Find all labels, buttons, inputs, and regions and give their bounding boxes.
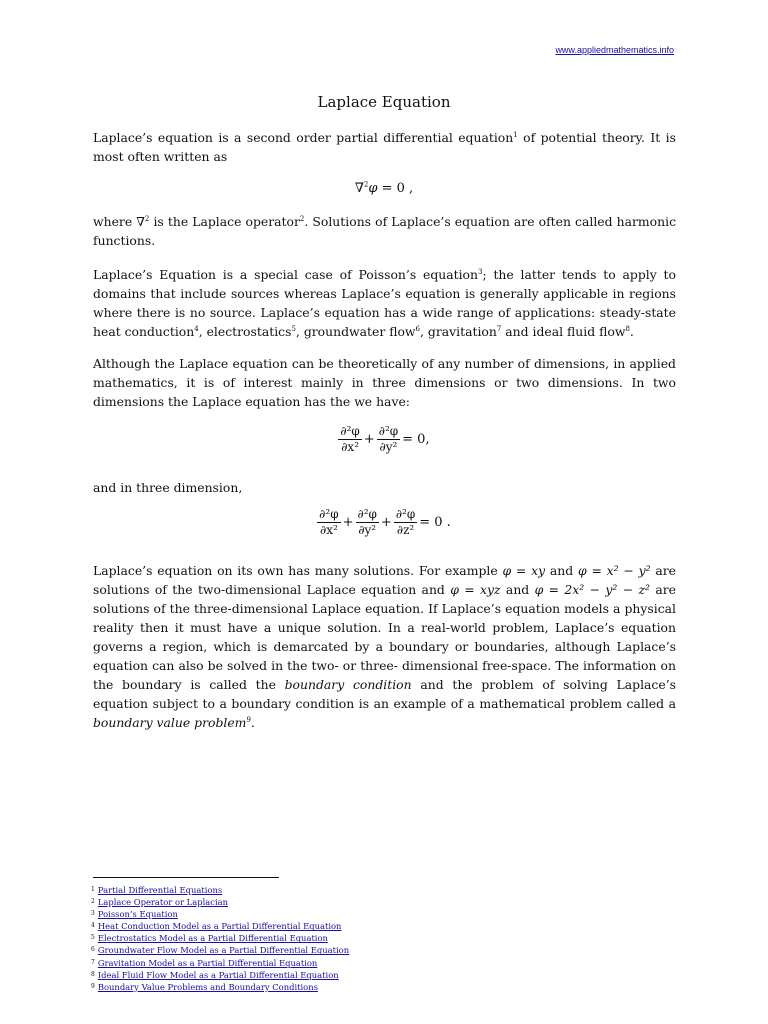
p2-text-b: is the Laplace operator xyxy=(149,214,300,229)
p1-text-b: of potential theory. It is most often written as xyxy=(93,130,676,164)
numerator: ∂²φ xyxy=(378,424,399,438)
footnote-ref-6: 6 xyxy=(415,324,421,333)
p3-text-c: , electrostatics xyxy=(198,324,292,339)
plus-sign: + xyxy=(363,432,375,447)
p2-exponent: 2 xyxy=(144,214,150,223)
site-link[interactable]: www.appliedmathematics.info xyxy=(555,45,674,55)
equation-rhs: = 0 . xyxy=(419,515,451,530)
math-solution-2: φ = x² − y² xyxy=(578,563,651,578)
footnote-item xyxy=(91,981,591,993)
p1-text-a: Laplace’s equation is a second order partial differential equation xyxy=(93,130,514,145)
footnote-item xyxy=(91,884,591,896)
footnote-number: 5 xyxy=(91,934,95,942)
p6-text-f: and the problem of solving Laplace’s equation subject to a boundary condition is an example of a mathematical problem called a xyxy=(93,677,676,711)
footnote-number: 7 xyxy=(91,958,95,966)
footnote-link[interactable]: Groundwater Flow Model as a Partial Differential Equation xyxy=(97,945,350,956)
footnotes-list xyxy=(91,884,591,993)
equation-3d xyxy=(0,507,768,538)
footnote-link[interactable]: Partial Differential Equations xyxy=(97,885,223,895)
footnote-item xyxy=(91,944,591,956)
p3-text-a: Laplace’s Equation is a special case of Poisson’s equation xyxy=(93,267,478,282)
footnote-item xyxy=(91,957,591,969)
paragraph-solutions xyxy=(93,561,676,732)
p2-text-c: . Solutions of Laplace’s equation are often called harmonic functions. xyxy=(93,214,677,248)
denominator-y: ∂y² xyxy=(379,440,398,454)
p3-text-b: ; the latter tends to apply to domains that include sources whereas Laplace’s equation is generally applicable in regions where there is no source. Laplace’s equation has a wide range of applications: steady-state heat conduction xyxy=(93,267,676,339)
footnote-ref-1: 1 xyxy=(513,130,518,139)
denominator-z: ∂z² xyxy=(396,523,415,537)
p6-text-a: Laplace’s equation on its own has many solutions. For example xyxy=(93,563,503,578)
p3-text-e: , gravitation xyxy=(420,324,497,339)
footnote-link[interactable]: Ideal Fluid Flow Model as a Partial Differential Equation xyxy=(97,969,339,980)
footnote-number: 6 xyxy=(91,946,95,954)
fraction-y xyxy=(377,424,400,455)
footnote-number: 3 xyxy=(91,910,95,918)
p6-text-e: are solutions of the three-dimensional Laplace equation. If Laplace’s equation models a physical reality then it must have a unique solution. In a real-world problem, Laplace’s equation governs a region, which is demarcated by a boundary or boundaries, although Laplace’s equation can also be solved in the two- or three- dimensional free-space. The information on the boundary is called the xyxy=(93,582,676,692)
footnote-link[interactable]: Laplace Operator or Laplacian xyxy=(97,897,229,908)
footnote-link[interactable]: Heat Conduction Model as a Partial Differential Equation xyxy=(97,921,342,932)
equation-rhs: = 0 , xyxy=(377,181,414,196)
footnote-number: 2 xyxy=(91,898,95,906)
plus-sign: + xyxy=(342,515,354,530)
fraction-x xyxy=(317,507,340,538)
p6-text-c: are solutions of the two-dimensional Laplace equation and xyxy=(93,563,676,597)
footnote-ref-9: 9 xyxy=(246,715,251,724)
paragraph-operator xyxy=(93,212,676,250)
footnote-link[interactable]: Poisson’s Equation xyxy=(97,909,178,920)
footnote-item xyxy=(91,896,591,908)
paragraph-dimensions: Although the Laplace equation can be theoretically of any number of dimensions, in applied mathematics, it is of interest mainly in three dimensions or two dimensions. In two dimensions the Laplace equation has the we have: xyxy=(93,356,676,409)
footnote-item xyxy=(91,969,591,981)
plus-sign: + xyxy=(380,515,392,530)
footnote-item xyxy=(91,920,591,932)
nabla-exponent: 2 xyxy=(363,180,369,189)
term-boundary-condition: boundary condition xyxy=(284,677,412,692)
fraction-y xyxy=(356,507,379,538)
p6-text-b: and xyxy=(545,563,578,578)
footnote-link[interactable]: Electrostatics Model as a Partial Differential Equation xyxy=(97,933,328,944)
math-solution-4: φ = 2x² − y² − z² xyxy=(534,582,650,597)
numerator: ∂²φ xyxy=(357,507,377,521)
paragraph-intro xyxy=(93,128,676,166)
footnote-ref-7: 7 xyxy=(496,324,502,333)
paragraph-poisson xyxy=(93,265,676,341)
math-solution-3: φ = xyz xyxy=(450,582,501,597)
footnote-number: 4 xyxy=(91,922,95,930)
numerator: ∂²φ xyxy=(395,507,416,521)
fraction-z xyxy=(394,507,417,538)
footnote-divider xyxy=(93,877,279,878)
footnote-link[interactable]: Gravitation Model as a Partial Differential Equation xyxy=(97,957,318,968)
paragraph-three-dimension: and in three dimension, xyxy=(93,480,243,495)
denominator-y: ∂y² xyxy=(358,523,377,537)
footnote-item xyxy=(91,908,591,920)
fraction-x xyxy=(338,424,361,455)
term-boundary-value-problem: boundary value problem xyxy=(93,715,247,730)
footnote-number: 8 xyxy=(91,970,95,978)
footnote-ref-8: 8 xyxy=(625,324,630,333)
footnote-number: 9 xyxy=(91,982,95,990)
p6-text-d: and xyxy=(500,582,535,597)
equation-rhs: = 0, xyxy=(402,432,430,447)
footnote-link[interactable]: Boundary Value Problems and Boundary Conditions xyxy=(97,981,318,992)
numerator: ∂²φ xyxy=(319,507,339,521)
footnote-number: 1 xyxy=(91,886,95,893)
nabla-symbol: ∇ xyxy=(354,181,364,196)
p3-text-f: and ideal fluid flow xyxy=(501,324,626,339)
phi-symbol: φ xyxy=(368,181,378,196)
footnote-ref-5: 5 xyxy=(291,324,296,333)
denominator-x: ∂x² xyxy=(319,523,338,537)
numerator: ∂²φ xyxy=(340,424,360,438)
p3-text-d: , groundwater flow xyxy=(295,324,416,339)
p3-text-g: . xyxy=(629,324,634,339)
footnote-ref-2: 2 xyxy=(299,214,305,223)
p6-text-g: . xyxy=(250,715,255,730)
p2-text-a: where ∇ xyxy=(93,214,145,229)
page-title: Laplace Equation xyxy=(317,93,451,111)
denominator-x: ∂x² xyxy=(341,440,360,454)
equation-2d xyxy=(0,424,768,455)
footnote-ref-3: 3 xyxy=(478,267,483,276)
footnote-item xyxy=(91,932,591,944)
equation-laplace xyxy=(0,181,768,196)
math-solution-1: φ = xy xyxy=(502,563,546,578)
footnote-ref-4: 4 xyxy=(194,324,199,333)
